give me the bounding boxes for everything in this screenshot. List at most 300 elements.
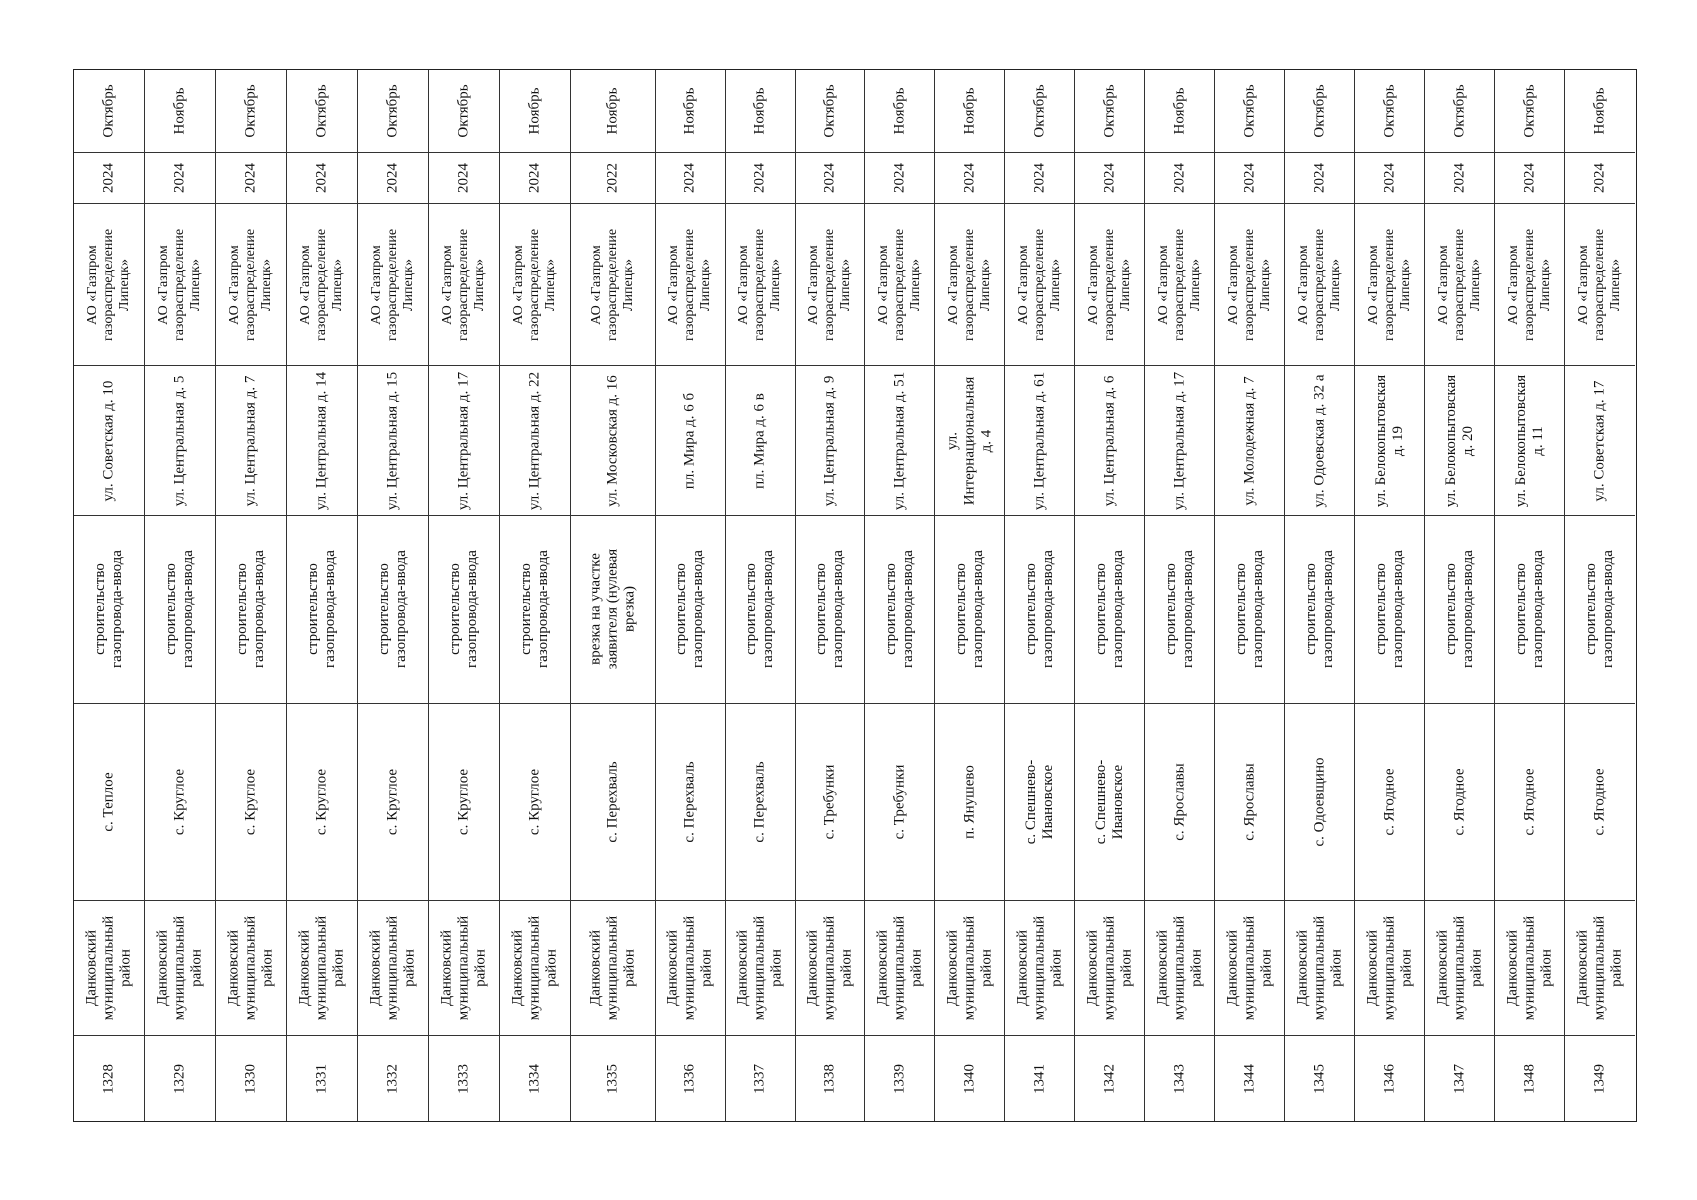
- cell-district-text: Данковский муниципальный район: [438, 916, 489, 1021]
- cell-organization: [500, 204, 570, 367]
- cell-work-type-text: строительство газопровода-ввода: [517, 550, 551, 669]
- cell-year: [1495, 153, 1564, 204]
- cell-work-type: [1005, 516, 1074, 704]
- cell-settlement: [571, 704, 655, 902]
- table-row: [74, 70, 145, 1121]
- cell-address-text: ул. Одоевская д. 32 а: [1311, 374, 1328, 508]
- table-row: [1005, 70, 1075, 1121]
- cell-year: [145, 153, 215, 204]
- cell-organization: [74, 204, 144, 367]
- table-row: [726, 70, 796, 1121]
- table-row: [500, 70, 571, 1121]
- cell-settlement: [656, 704, 725, 902]
- cell-year-text: 2024: [961, 162, 978, 193]
- cell-organization: [571, 204, 655, 367]
- cell-settlement: [1005, 704, 1074, 902]
- cell-work-type-text: строительство газопровода-ввода: [233, 550, 267, 669]
- cell-organization-text: АО «Газпром газораспределение Липецк»: [1015, 228, 1063, 341]
- cell-row-number-text: 1346: [1381, 1063, 1398, 1094]
- cell-year-text: 2024: [1101, 162, 1118, 193]
- cell-district-text: Данковский муниципальный район: [83, 916, 134, 1021]
- cell-work-type-text: строительство газопровода-ввода: [1162, 550, 1196, 669]
- cell-district: [796, 901, 865, 1036]
- cell-year: [726, 153, 795, 204]
- cell-organization: [865, 204, 934, 367]
- table-row: [865, 70, 935, 1121]
- cell-month: [1215, 70, 1284, 153]
- cell-work-type: [429, 516, 499, 704]
- cell-month: [796, 70, 865, 153]
- cell-work-type-text: строительство газопровода-ввода: [1372, 550, 1406, 669]
- cell-address: [287, 366, 357, 516]
- cell-year: [1005, 153, 1074, 204]
- cell-month: [1495, 70, 1564, 153]
- cell-organization-text: АО «Газпром газораспределение Липецк»: [1575, 228, 1623, 341]
- cell-work-type: [656, 516, 725, 704]
- table-row: [935, 70, 1005, 1121]
- cell-address-text: ул. Центральная д. 14: [313, 371, 330, 510]
- cell-district: [216, 901, 286, 1036]
- cell-district-text: Данковский муниципальный район: [1084, 916, 1135, 1021]
- cell-year: [216, 153, 286, 204]
- cell-organization-text: АО «Газпром газораспределение Липецк»: [1365, 228, 1413, 341]
- cell-organization-text: АО «Газпром газораспределение Липецк»: [84, 228, 132, 341]
- table-row: [358, 70, 429, 1121]
- cell-year: [74, 153, 144, 204]
- cell-district-text: Данковский муниципальный район: [1154, 916, 1205, 1021]
- cell-work-type: [726, 516, 795, 704]
- cell-row-number: [358, 1036, 428, 1121]
- cell-address: [726, 366, 795, 516]
- cell-year-text: 2024: [1591, 162, 1608, 193]
- table-row: [216, 70, 287, 1121]
- cell-row-number: [865, 1036, 934, 1121]
- cell-organization: [1285, 204, 1354, 367]
- cell-address: [358, 366, 428, 516]
- cell-work-type-text: строительство газопровода-ввода: [1022, 550, 1056, 669]
- cell-row-number: [1215, 1036, 1284, 1121]
- cell-address: [796, 366, 865, 516]
- cell-year-text: 2024: [681, 162, 698, 193]
- cell-address: [1145, 366, 1214, 516]
- cell-address-text: ул. Советская д. 17: [1591, 380, 1608, 502]
- cell-organization-text: АО «Газпром газораспределение Липецк»: [1295, 228, 1343, 341]
- cell-year-text: 2024: [242, 162, 259, 193]
- cell-year-text: 2024: [891, 162, 908, 193]
- rotated-table: [73, 69, 1637, 1122]
- cell-district-text: Данковский муниципальный район: [225, 916, 276, 1021]
- cell-work-type-text: строительство газопровода-ввода: [813, 550, 846, 669]
- cell-row-number: [1005, 1036, 1074, 1121]
- cell-organization: [796, 204, 865, 367]
- cell-work-type-text: строительство газопровода-ввода: [446, 550, 480, 669]
- table-row: [145, 70, 216, 1121]
- cell-month-text: Ноябрь: [1591, 87, 1608, 135]
- cell-month: [287, 70, 357, 153]
- cell-row-number-text: 1338: [821, 1063, 838, 1094]
- cell-work-type: [1215, 516, 1284, 704]
- cell-district-text: Данковский муниципальный район: [1294, 916, 1345, 1021]
- cell-row-number-text: 1336: [681, 1063, 698, 1094]
- cell-year-text: 2024: [1171, 162, 1188, 193]
- cell-settlement-text: с. Ярославы: [1241, 763, 1258, 841]
- cell-organization: [287, 204, 357, 367]
- cell-row-number-text: 1342: [1101, 1063, 1118, 1094]
- cell-organization-text: АО «Газпром газораспределение Липецк»: [1155, 228, 1203, 341]
- cell-settlement-text: с. Круглое: [313, 769, 330, 836]
- cell-address: [656, 366, 725, 516]
- cell-settlement: [1565, 704, 1635, 902]
- cell-row-number-text: 1341: [1031, 1063, 1048, 1094]
- cell-work-type: [500, 516, 570, 704]
- cell-month-text: Октябрь: [1031, 84, 1048, 138]
- cell-year: [1075, 153, 1144, 204]
- cell-address-text: ул. Центральная д. 7: [242, 375, 259, 507]
- cell-organization: [358, 204, 428, 367]
- cell-address-text: ул. Центральная д. 17: [1171, 371, 1188, 510]
- cell-month-text: Октябрь: [455, 84, 472, 138]
- cell-district: [865, 901, 934, 1036]
- cell-row-number-text: 1348: [1521, 1063, 1538, 1094]
- table-row: [1285, 70, 1355, 1121]
- cell-settlement: [500, 704, 570, 902]
- cell-address: [1565, 366, 1635, 516]
- cell-settlement-text: с. Спешнево-Ивановское: [1092, 759, 1126, 845]
- cell-month: [145, 70, 215, 153]
- cell-work-type: [1495, 516, 1564, 704]
- cell-year-text: 2024: [821, 162, 838, 193]
- cell-address-text: ул. Белокопытовская д. 19: [1372, 374, 1406, 507]
- cell-work-type-text: строительство газопровода-ввода: [1302, 550, 1336, 669]
- cell-work-type: [1075, 516, 1144, 704]
- cell-month: [1285, 70, 1354, 153]
- cell-address-text: ул. Центральная д. 51: [891, 371, 908, 510]
- cell-year: [287, 153, 357, 204]
- cell-address: [429, 366, 499, 516]
- table-row: [1495, 70, 1565, 1121]
- cell-settlement: [726, 704, 795, 902]
- cell-year: [1355, 153, 1424, 204]
- cell-month-text: Ноябрь: [751, 87, 768, 135]
- cell-settlement-text: с. Спешнево-Ивановское: [1022, 759, 1056, 845]
- cell-month-text: Октябрь: [384, 84, 401, 138]
- table-row: [429, 70, 500, 1121]
- table-row: [1215, 70, 1285, 1121]
- cell-year-text: 2024: [526, 162, 543, 193]
- cell-settlement: [865, 704, 934, 902]
- cell-settlement-text: с. Требунки: [891, 764, 908, 840]
- cell-district: [74, 901, 144, 1036]
- cell-district-text: Данковский муниципальный район: [1364, 916, 1415, 1021]
- cell-month: [571, 70, 655, 153]
- cell-settlement-text: с. Требунки: [821, 764, 838, 840]
- cell-work-type: [287, 516, 357, 704]
- cell-settlement: [1285, 704, 1354, 902]
- cell-month-text: Октябрь: [1241, 84, 1258, 138]
- cell-district-text: Данковский муниципальный район: [1014, 916, 1065, 1021]
- cell-organization-text: АО «Газпром газораспределение Липецк»: [1505, 228, 1553, 341]
- cell-address-text: ул. Белокопытовская д. 11: [1512, 374, 1546, 507]
- cell-settlement-text: с. Ягодное: [1451, 768, 1468, 836]
- cell-month-text: Ноябрь: [891, 87, 908, 135]
- cell-year: [1425, 153, 1494, 204]
- cell-work-type-text: строительство газопровода-ввода: [743, 550, 777, 669]
- cell-organization: [1075, 204, 1144, 367]
- cell-work-type: [796, 516, 865, 704]
- cell-district-text: Данковский муниципальный район: [1434, 916, 1485, 1021]
- cell-work-type-text: строительство газопровода-ввода: [1092, 550, 1126, 669]
- cell-organization-text: АО «Газпром газораспределение Липецк»: [439, 228, 487, 341]
- cell-month-text: Октябрь: [313, 84, 330, 138]
- cell-year-text: 2022: [604, 162, 621, 193]
- cell-address: [571, 366, 655, 516]
- cell-address-text: ул. Белокопытовская д. 20: [1442, 374, 1476, 507]
- cell-district: [1285, 901, 1354, 1036]
- cell-row-number: [1355, 1036, 1424, 1121]
- cell-settlement-text: с. Одоевщино: [1311, 757, 1328, 847]
- cell-row-number: [1495, 1036, 1564, 1121]
- cell-organization-text: АО «Газпром газораспределение Липецк»: [368, 228, 416, 341]
- cell-district: [500, 901, 570, 1036]
- cell-row-number: [726, 1036, 795, 1121]
- cell-month: [865, 70, 934, 153]
- table-row: [1145, 70, 1215, 1121]
- cell-work-type-text: врезка на участке заявителя (нулевая врезка): [587, 549, 638, 670]
- cell-row-number: [656, 1036, 725, 1121]
- cell-row-number-text: 1329: [171, 1063, 188, 1094]
- cell-year-text: 2024: [100, 162, 117, 193]
- cell-year-text: 2024: [1381, 162, 1398, 193]
- cell-year: [358, 153, 428, 204]
- cell-year: [500, 153, 570, 204]
- cell-address: [74, 366, 144, 516]
- cell-month-text: Октябрь: [100, 84, 117, 138]
- cell-organization-text: АО «Газпром газораспределение Липецк»: [1435, 228, 1483, 341]
- cell-month-text: Октябрь: [1521, 84, 1538, 138]
- cell-row-number: [1565, 1036, 1635, 1121]
- cell-district-text: Данковский муниципальный район: [734, 916, 785, 1021]
- cell-settlement-text: с. Перехваль: [681, 761, 698, 843]
- cell-district: [1565, 901, 1635, 1036]
- table-row: [1075, 70, 1145, 1121]
- cell-month-text: Октябрь: [1311, 84, 1328, 138]
- cell-settlement: [1355, 704, 1424, 902]
- cell-organization-text: АО «Газпром газораспределение Липецк»: [1085, 228, 1133, 341]
- cell-year-text: 2024: [1451, 162, 1468, 193]
- cell-district-text: Данковский муниципальный район: [664, 916, 715, 1021]
- cell-settlement-text: с. Ярославы: [1171, 763, 1188, 841]
- cell-row-number-text: 1347: [1451, 1063, 1468, 1094]
- cell-organization: [216, 204, 286, 367]
- cell-address: [1005, 366, 1074, 516]
- cell-work-type: [74, 516, 144, 704]
- cell-organization-text: АО «Газпром газораспределение Липецк»: [666, 228, 714, 341]
- cell-settlement: [1425, 704, 1494, 902]
- cell-organization: [726, 204, 795, 367]
- cell-district-text: Данковский муниципальный район: [1224, 916, 1275, 1021]
- cell-row-number-text: 1331: [313, 1063, 330, 1094]
- cell-year: [1215, 153, 1284, 204]
- cell-district: [145, 901, 215, 1036]
- cell-district-text: Данковский муниципальный район: [874, 916, 925, 1021]
- cell-organization-text: АО «Газпром газораспределение Липецк»: [155, 228, 203, 341]
- cell-month: [1355, 70, 1424, 153]
- cell-work-type-text: строительство газопровода-ввода: [1232, 550, 1266, 669]
- cell-district-text: Данковский муниципальный район: [509, 916, 560, 1021]
- table-row: [656, 70, 726, 1121]
- cell-district: [358, 901, 428, 1036]
- cell-row-number: [500, 1036, 570, 1121]
- cell-organization: [429, 204, 499, 367]
- cell-address-text: пл. Мира д. 6 б: [681, 392, 698, 489]
- cell-organization: [1565, 204, 1635, 367]
- cell-organization-text: АО «Газпром газораспределение Липецк»: [1225, 228, 1273, 341]
- cell-row-number: [216, 1036, 286, 1121]
- cell-address: [865, 366, 934, 516]
- cell-district-text: Данковский муниципальный район: [1504, 916, 1555, 1021]
- cell-work-type: [935, 516, 1004, 704]
- cell-month: [1145, 70, 1214, 153]
- cell-row-number-text: 1337: [751, 1063, 768, 1094]
- table-row: [1355, 70, 1425, 1121]
- cell-month: [358, 70, 428, 153]
- cell-year: [1565, 153, 1635, 204]
- cell-district: [1145, 901, 1214, 1036]
- cell-month-text: Ноябрь: [526, 87, 543, 135]
- cell-organization-text: АО «Газпром газораспределение Липецк»: [226, 228, 274, 341]
- cell-settlement-text: с. Ягодное: [1381, 768, 1398, 836]
- cell-settlement-text: п. Янушево: [961, 765, 978, 839]
- cell-row-number: [1075, 1036, 1144, 1121]
- cell-address: [500, 366, 570, 516]
- cell-work-type-text: строительство газопровода-ввода: [1512, 550, 1546, 669]
- cell-address-text: ул. Центральная д. 22: [526, 371, 543, 510]
- cell-month: [726, 70, 795, 153]
- cell-month-text: Ноябрь: [961, 87, 978, 135]
- cell-year-text: 2024: [1031, 162, 1048, 193]
- cell-address-text: ул. Молодежная д. 7: [1241, 376, 1258, 506]
- table-row: [1565, 70, 1635, 1121]
- cell-month: [1565, 70, 1635, 153]
- cell-month-text: Октябрь: [821, 84, 838, 138]
- cell-organization-text: АО «Газпром газораспределение Липецк»: [945, 228, 993, 341]
- cell-work-type: [1285, 516, 1354, 704]
- cell-district: [429, 901, 499, 1036]
- cell-row-number: [287, 1036, 357, 1121]
- cell-address: [1285, 366, 1354, 516]
- cell-work-type: [1145, 516, 1214, 704]
- cell-year-text: 2024: [384, 162, 401, 193]
- cell-year: [571, 153, 655, 204]
- cell-row-number: [429, 1036, 499, 1121]
- cell-year-text: 2024: [1311, 162, 1328, 193]
- cell-district-text: Данковский муниципальный район: [1574, 916, 1625, 1021]
- cell-month: [1075, 70, 1144, 153]
- cell-organization-text: АО «Газпром газораспределение Липецк»: [806, 228, 853, 341]
- cell-organization: [935, 204, 1004, 367]
- cell-row-number-text: 1344: [1241, 1063, 1258, 1094]
- cell-organization-text: АО «Газпром газораспределение Липецк»: [875, 228, 923, 341]
- cell-work-type-text: строительство газопровода-ввода: [673, 550, 707, 669]
- table-row: [796, 70, 866, 1121]
- cell-month: [1005, 70, 1074, 153]
- cell-district-text: Данковский муниципальный район: [296, 916, 347, 1021]
- cell-month-text: Октябрь: [1381, 84, 1398, 138]
- cell-address-text: ул. Центральная д. 17: [455, 371, 472, 510]
- cell-settlement: [358, 704, 428, 902]
- cell-year-text: 2024: [455, 162, 472, 193]
- cell-address-text: ул. Интернациональная д. 4: [944, 376, 995, 506]
- cell-address-text: ул. Центральная д. 15: [384, 371, 401, 510]
- cell-year: [865, 153, 934, 204]
- cell-year-text: 2024: [171, 162, 188, 193]
- cell-year-text: 2024: [313, 162, 330, 193]
- cell-settlement: [796, 704, 865, 902]
- cell-row-number: [935, 1036, 1004, 1121]
- cell-settlement-text: с. Круглое: [171, 769, 188, 836]
- cell-district: [726, 901, 795, 1036]
- cell-address: [935, 366, 1004, 516]
- cell-address: [1355, 366, 1424, 516]
- cell-organization: [1425, 204, 1494, 367]
- cell-month: [1425, 70, 1494, 153]
- cell-district-text: Данковский муниципальный район: [944, 916, 995, 1021]
- cell-year-text: 2024: [1521, 162, 1538, 193]
- cell-district-text: Данковский муниципальный район: [587, 916, 638, 1021]
- cell-month: [935, 70, 1004, 153]
- cell-organization: [1495, 204, 1564, 367]
- cell-district: [1075, 901, 1144, 1036]
- cell-settlement: [1075, 704, 1144, 902]
- table-row: [1425, 70, 1495, 1121]
- cell-settlement-text: с. Перехваль: [751, 761, 768, 843]
- cell-row-number: [1285, 1036, 1354, 1121]
- cell-organization: [145, 204, 215, 367]
- cell-row-number-text: 1335: [604, 1063, 621, 1094]
- cell-work-type: [865, 516, 934, 704]
- cell-district: [1005, 901, 1074, 1036]
- cell-year: [935, 153, 1004, 204]
- table-row: [571, 70, 656, 1121]
- cell-row-number: [74, 1036, 144, 1121]
- cell-settlement: [1495, 704, 1564, 902]
- cell-district-text: Данковский муниципальный район: [367, 916, 418, 1021]
- cell-work-type: [1355, 516, 1424, 704]
- cell-organization: [1145, 204, 1214, 367]
- cell-settlement: [74, 704, 144, 902]
- cell-month-text: Ноябрь: [1171, 87, 1188, 135]
- cell-row-number-text: 1333: [455, 1063, 472, 1094]
- cell-settlement: [429, 704, 499, 902]
- cell-organization-text: АО «Газпром газораспределение Липецк»: [588, 228, 636, 341]
- table-row: [287, 70, 358, 1121]
- cell-district: [1215, 901, 1284, 1036]
- cell-organization-text: АО «Газпром газораспределение Липецк»: [736, 228, 784, 341]
- cell-row-number: [571, 1036, 655, 1121]
- cell-work-type: [145, 516, 215, 704]
- cell-address-text: ул. Московская д. 16: [604, 375, 621, 507]
- cell-settlement: [287, 704, 357, 902]
- cell-row-number-text: 1328: [100, 1063, 117, 1094]
- cell-row-number-text: 1343: [1171, 1063, 1188, 1094]
- cell-settlement-text: с. Круглое: [242, 769, 259, 836]
- cell-address: [145, 366, 215, 516]
- cell-month-text: Октябрь: [1101, 84, 1118, 138]
- cell-district: [935, 901, 1004, 1036]
- cell-work-type: [1425, 516, 1494, 704]
- cell-work-type: [216, 516, 286, 704]
- cell-year-text: 2024: [751, 162, 768, 193]
